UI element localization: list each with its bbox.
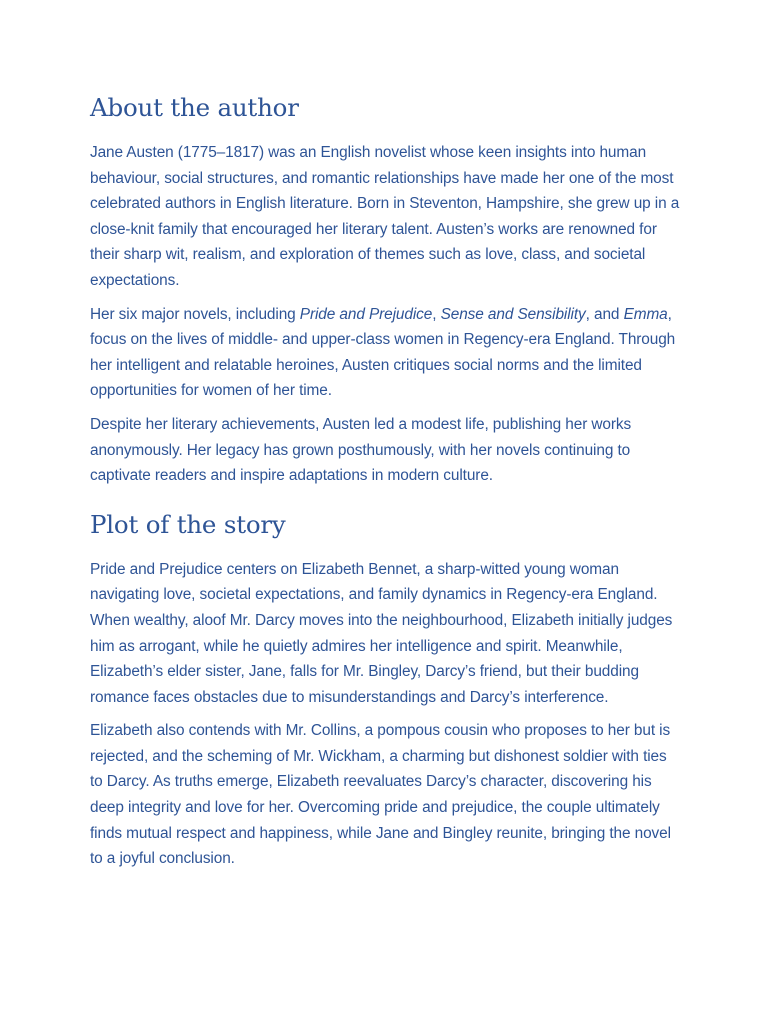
about-paragraph-1: Jane Austen (1775–1817) was an English novelist whose keen insights into human behaviour, social structures, and romantic relationships have made her one of the most celebrated authors in English literature. Born in Steventon, Hampshire, she grew up in a close-knit family that encouraged her literary talent. Austen’s works are renowned for their sharp wit, realism, and exploration of themes such as love, class, and societal expectations. <box>90 144 680 289</box>
title-sense-and-sensibility: Sense and Sensibility <box>440 305 586 323</box>
title-pride-and-prejudice: Pride and Prejudice <box>299 305 433 323</box>
about-p2-text-b: , <box>432 305 441 323</box>
plot-heading: Plot of the story <box>90 509 286 539</box>
document-page <box>90 86 680 880</box>
about-p2-text-c: , and <box>585 305 624 323</box>
about-paragraph-3: Despite her literary achievements, Austen led a modest life, publishing her works anonymously. Her legacy has grown posthumously, with her novels continuing to captivate readers and inspire adaptations in modern culture. <box>90 415 632 485</box>
plot-paragraph-2: Elizabeth also contends with Mr. Collins, a pompous cousin who proposes to her but is rejected, and the scheming of Mr. Wickham, a charming but dishonest soldier with ties to Darcy. As truths emerge, Elizabeth reevaluates Darcy’s character, discovering his deep integrity and love for her. Overcoming pride and prejudice, the couple ultimately finds mutual respect and happiness, while Jane and Bingley reunite, bringing the novel to a joyful conclusion. <box>90 722 671 868</box>
plot-paragraph-1: Pride and Prejudice centers on Elizabeth Bennet, a sharp-witted young woman navigating love, societal expectations, and family dynamics in Regency-era England. When wealthy, aloof Mr. Darcy moves into the neighbourhood, Elizabeth initially judges him as arrogant, while he quietly admires her intelligence and spirit. Meanwhile, Elizabeth’s elder sister, Jane, falls for Mr. Bingley, Darcy’s friend, but their budding romance faces obstacles due to misunderstandings and Darcy’s interference. <box>90 560 673 706</box>
about-paragraph-2 <box>90 302 680 404</box>
about-p2-text-d: , focus on the lives of middle- and upper-class women in Regency-era England. Through her intelligent and relatable heroines, Austen critiques social norms and the limited opportunities for women of her time. <box>90 305 676 400</box>
about-p2-text-a: Her six major novels, including <box>90 305 300 323</box>
title-emma: Emma <box>623 305 668 323</box>
about-heading: About the author <box>90 93 299 122</box>
